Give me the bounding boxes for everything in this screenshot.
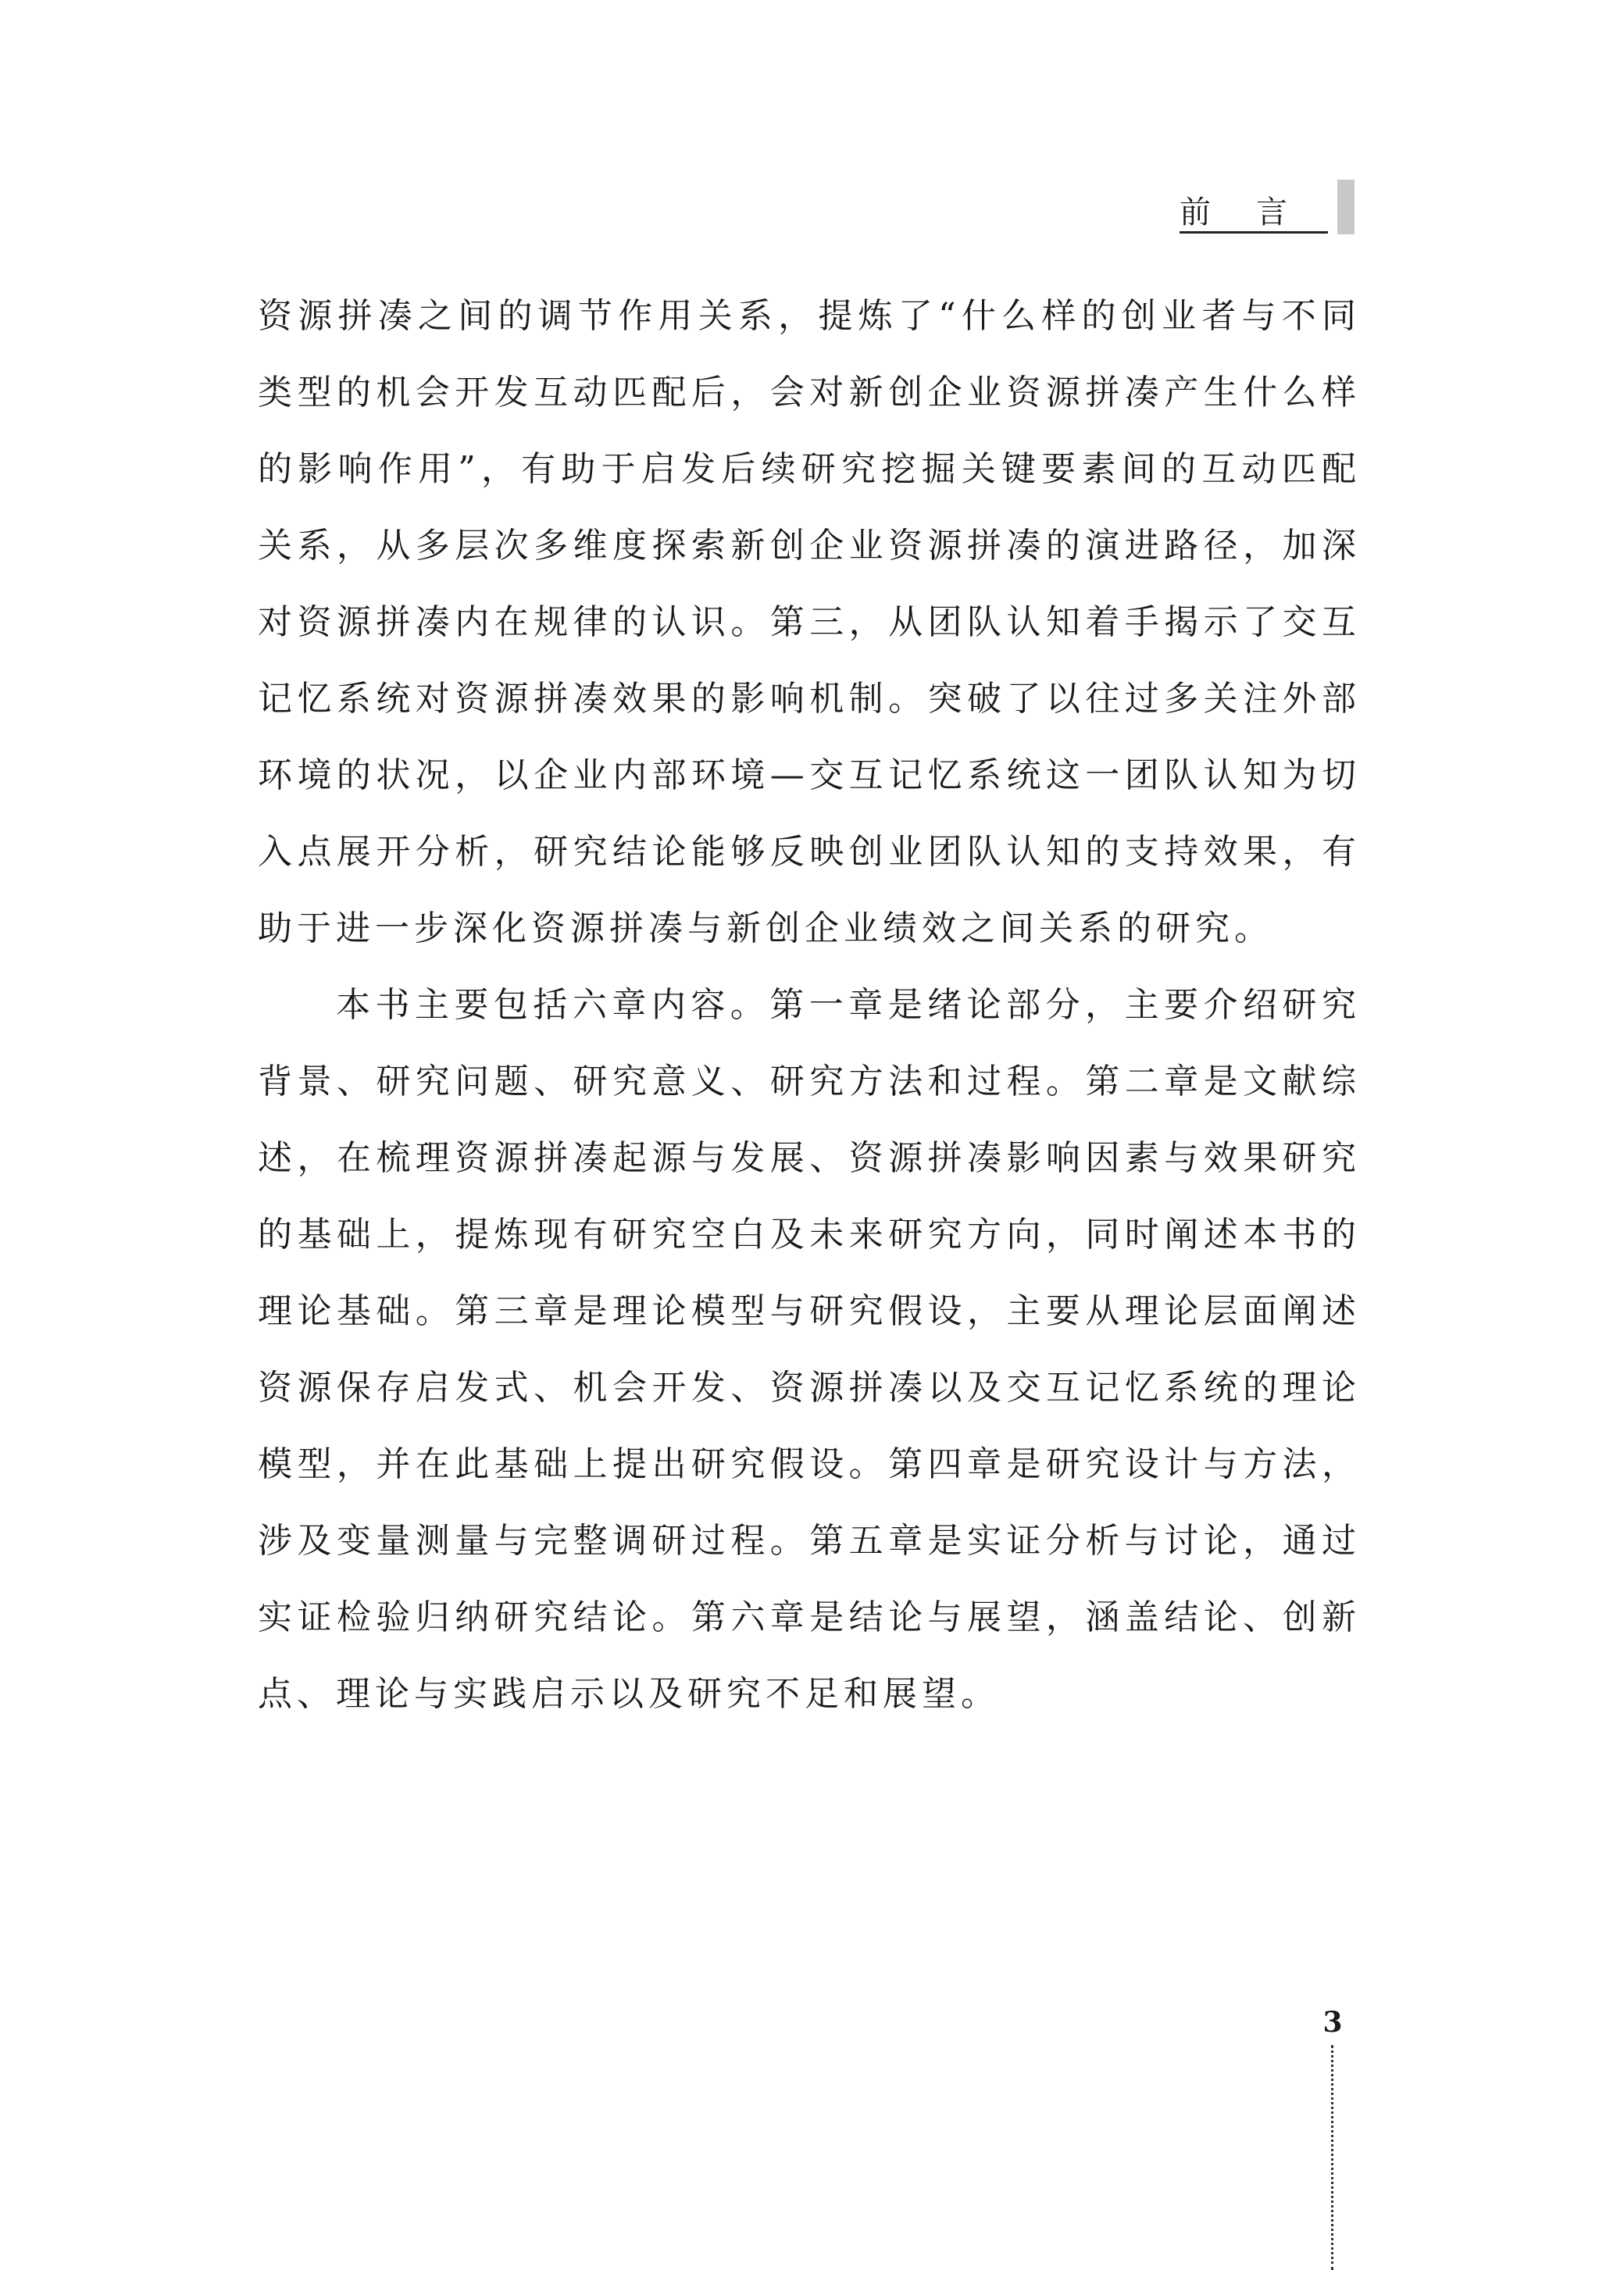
body-text xyxy=(258,278,1361,1733)
paragraph-continued: 资源拼凑之间的调节作用关系，提炼了“什么样的创业者与不同类型的机会开发互动匹配后，会对新创企业资源拼凑产生什么样的影响作用”，有助于启发后续研究挖掘关键要素间的互动匹配关系，从多层次多维度探索新创企业资源拼凑的演进路径，加深对资源拼凑内在规律的认识。第三，从团队认知着手揭示了交互记忆系统对资源拼凑效果的影响机制。突破了以往过多关注外部环境的状况，以企业内部环境—交互记忆系统这一团队认知为切入点展开分析，研究结论能够反映创业团队认知的支持效果，有助于进一步深化资源拼凑与新创企业绩效之间关系的研究。 xyxy=(258,296,1361,948)
running-header xyxy=(1180,184,1333,234)
page-edge-dotted-rule xyxy=(1331,2045,1333,2270)
paragraph-book-outline: 本书主要包括六章内容。第一章是绪论部分，主要介绍研究背景、研究问题、研究意义、研究方法和过程。第二章是文献综述，在梳理资源拼凑起源与发展、资源拼凑影响因素与效果研究的基础上，提炼现有研究空白及未来研究方向，同时阐述本书的理论基础。第三章是理论模型与研究假设，主要从理论层面阐述资源保存启发式、机会开发、资源拼凑以及交互记忆系统的理论模型，并在此基础上提出研究假设。第四章是研究设计与方法，涉及变量测量与完整调研过程。第五章是实证分析与讨论，通过实证检验归纳研究结论。第六章是结论与展望，涵盖结论、创新点、理论与实践启示以及研究不足和展望。 xyxy=(258,985,1361,1714)
chapter-title: 前言 xyxy=(1180,195,1333,230)
header-tab-marker xyxy=(1337,180,1355,234)
page-number: 3 xyxy=(1322,2006,1343,2039)
